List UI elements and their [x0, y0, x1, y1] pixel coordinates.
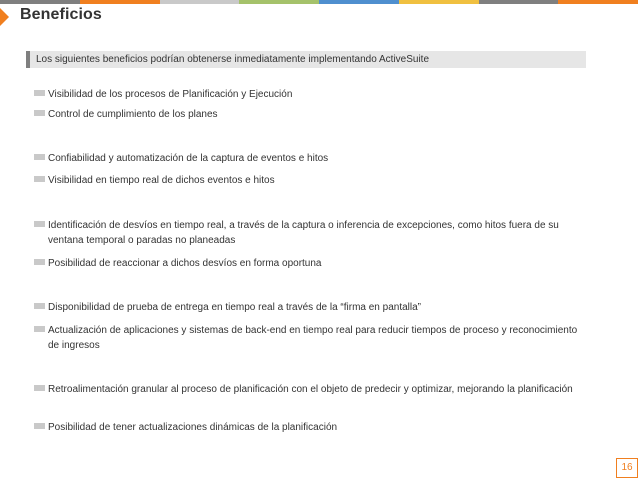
list-item-text: Visibilidad de los procesos de Planificación y Ejecución [48, 89, 293, 100]
page-number: 16 [616, 458, 638, 478]
list-item [34, 218, 584, 248]
bullet-marker-icon [34, 303, 45, 309]
bullet-marker-icon [34, 90, 45, 96]
bullet-marker-icon [34, 423, 45, 429]
page-title: Beneficios [20, 6, 102, 23]
list-item [34, 300, 584, 315]
bullet-marker-icon [34, 259, 45, 265]
bullet-marker-icon [34, 385, 45, 391]
list-item [34, 87, 584, 102]
list-item-text: Retroalimentación granular al proceso de planificación con el objeto de predecir y optimizar, mejorando la planificación [48, 384, 573, 395]
list-item-text: Actualización de aplicaciones y sistemas de back-end en tiempo real para reducir tiempos de proceso y reconocimiento de ingresos [48, 325, 578, 351]
list-item-text: Visibilidad en tiempo real de dichos eventos e hitos [48, 175, 275, 186]
list-item-text: Posibilidad de tener actualizaciones dinámicas de la planificación [48, 422, 338, 433]
list-item-text: Identificación de desvíos en tiempo real, a través de la captura o inferencia de excepciones, como hitos fuera de su ventana temporal o paradas no planeadas [48, 220, 559, 246]
list-item-text: Disponibilidad de prueba de entrega en tiempo real a través de la “firma en pantalla” [48, 302, 422, 313]
bullet-marker-icon [34, 326, 45, 332]
list-item-text: Control de cumplimiento de los planes [48, 109, 218, 120]
bullet-marker-icon [34, 221, 45, 227]
bullet-marker-icon [34, 154, 45, 160]
list-item [34, 107, 584, 122]
list-item [34, 420, 584, 435]
list-item [34, 173, 584, 188]
list-item [34, 323, 584, 353]
bullet-marker-icon [34, 110, 45, 116]
list-item-text: Confiabilidad y automatización de la captura de eventos e hitos [48, 153, 329, 164]
list-item [34, 151, 584, 166]
bullet-marker-icon [34, 176, 45, 182]
list-item [34, 382, 584, 397]
intro-banner: Los siguientes beneficios podrían obtenerse inmediatamente implementando ActiveSuite [26, 51, 586, 68]
list-item-text: Posibilidad de reaccionar a dichos desvíos en forma oportuna [48, 258, 322, 269]
list-item [34, 256, 584, 271]
